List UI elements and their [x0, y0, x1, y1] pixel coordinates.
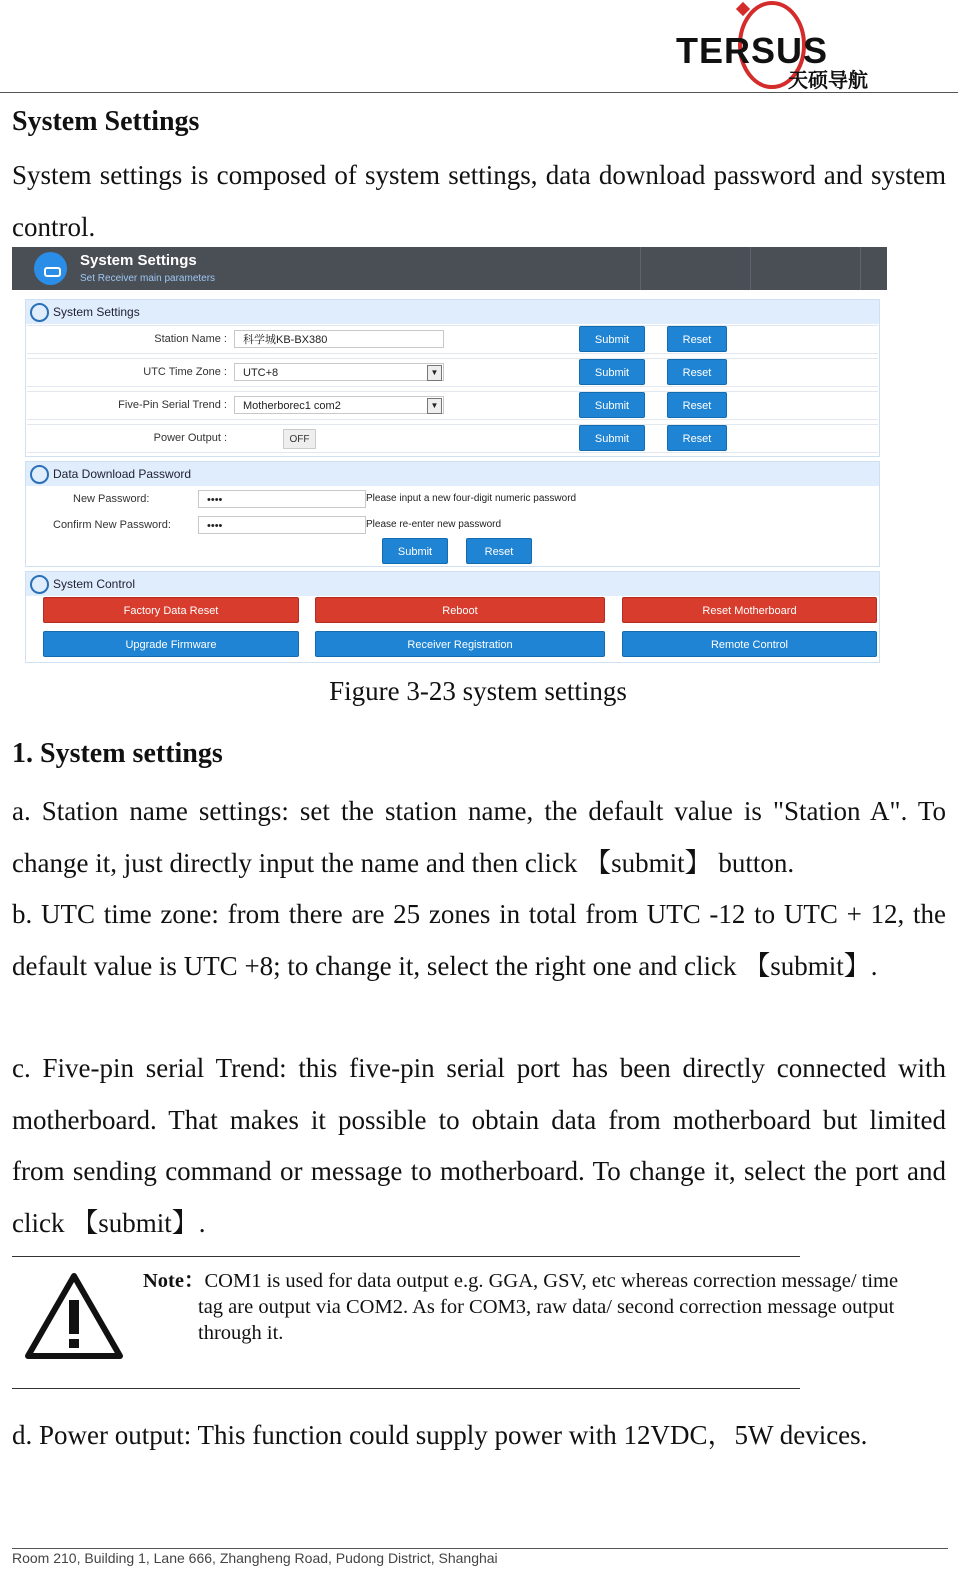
station-name-row	[27, 325, 878, 354]
system-control-panel	[25, 571, 880, 663]
new-password-label: New Password:	[73, 493, 150, 505]
factory-data-reset-button[interactable]: Factory Data Reset	[43, 597, 299, 623]
receiver-registration-button[interactable]: Receiver Registration	[315, 631, 605, 657]
reboot-button[interactable]: Reboot	[315, 597, 605, 623]
item-d-paragraph	[12, 1410, 946, 1462]
note-line-3: through it.	[198, 1322, 284, 1344]
password-reset-button[interactable]: Reset	[466, 538, 532, 564]
station-name-reset-button[interactable]: Reset	[667, 326, 727, 352]
note-line-2: tag are output via COM2. As for COM3, raw data/ second correction message output	[198, 1296, 895, 1318]
system-settings-screenshot	[12, 247, 887, 667]
note-line-1: COM1 is used for data output e.g. GGA, GSV, etc whereas correction message/ time	[204, 1270, 899, 1292]
password-submit-button[interactable]: Submit	[382, 538, 448, 564]
dropdown-arrow-icon[interactable]: ▼	[427, 365, 442, 381]
station-name-input[interactable]: 科学城KB-BX380	[234, 330, 444, 348]
power-output-label: Power Output :	[153, 432, 227, 444]
utc-time-zone-label: UTC Time Zone :	[143, 366, 227, 378]
power-output-reset-button[interactable]: Reset	[667, 425, 727, 451]
station-name-label: Station Name :	[154, 333, 227, 345]
note-divider-top	[12, 1256, 800, 1257]
panel-header	[26, 462, 879, 486]
item-a-paragraph	[12, 786, 946, 889]
lock-icon	[30, 465, 49, 484]
power-output-submit-button[interactable]: Submit	[579, 425, 645, 451]
settings-app-icon	[34, 252, 67, 285]
intro-paragraph	[12, 150, 946, 253]
reset-motherboard-button[interactable]: Reset Motherboard	[622, 597, 877, 623]
five-pin-serial-reset-button[interactable]: Reset	[667, 392, 727, 418]
panel-heading: System Settings	[53, 305, 140, 319]
logo-text: TERSUS	[676, 30, 829, 71]
utc-time-zone-reset-button[interactable]: Reset	[667, 359, 727, 385]
five-pin-serial-submit-button[interactable]: Submit	[579, 392, 645, 418]
item-c-text: c. Five-pin serial Trend: this five-pin serial port has been directly connected with motherboard. That makes it possible to obtain data from motherboard but limited from sending command or message to motherboard. To change it, select the port and click 【submit】.	[12, 1053, 946, 1238]
new-password-hint: Please input a new four-digit numeric password	[366, 493, 577, 504]
data-download-password-panel	[25, 461, 880, 567]
panel-heading: System Control	[53, 577, 136, 591]
utc-time-zone-row	[27, 358, 878, 387]
five-pin-serial-row	[27, 391, 878, 420]
note-block	[143, 1268, 943, 1346]
station-name-submit-button[interactable]: Submit	[579, 326, 645, 352]
utc-time-zone-select[interactable]	[234, 363, 444, 381]
item-a-text: a. Station name settings: set the station name, the default value is "Station A". To change it, just directly input the name and then click 【submit】 button.	[12, 796, 946, 878]
confirm-password-label: Confirm New Password:	[53, 519, 171, 531]
utc-time-zone-value: UTC+8	[243, 367, 279, 379]
note-label: Note：	[143, 1270, 205, 1292]
five-pin-serial-select[interactable]	[234, 396, 444, 414]
warning-icon	[24, 1272, 124, 1360]
logo-chinese-text: 天硕导航	[788, 70, 868, 92]
subsection-title: 1. System settings	[12, 738, 223, 769]
item-b-paragraph	[12, 889, 946, 992]
wrench-icon	[30, 303, 49, 322]
item-b-text: b. UTC time zone: from there are 25 zones in total from UTC -12 to UTC + 12, the default value is UTC +8; to change it, select the right one and click 【submit】.	[12, 899, 946, 981]
confirm-password-input[interactable]: ••••	[198, 516, 366, 534]
tersus-logo	[672, 0, 872, 92]
system-settings-panel	[25, 299, 880, 457]
five-pin-serial-label: Five-Pin Serial Trend :	[118, 399, 227, 411]
footer-address: Room 210, Building 1, Lane 666, Zhangheng Road, Pudong District, Shanghai	[12, 1550, 498, 1566]
confirm-password-hint: Please re-enter new password	[366, 519, 502, 530]
footer-divider	[12, 1548, 948, 1549]
figure-caption: Figure 3-23 system settings	[329, 676, 627, 706]
remote-control-button[interactable]: Remote Control	[622, 631, 877, 657]
dropdown-arrow-icon[interactable]: ▼	[427, 398, 442, 414]
section-title: System Settings	[12, 106, 200, 137]
utc-time-zone-submit-button[interactable]: Submit	[579, 359, 645, 385]
five-pin-serial-value: Motherborec1 com2	[243, 400, 341, 412]
new-password-input[interactable]: ••••	[198, 490, 366, 508]
screenshot-title: System Settings	[80, 252, 197, 269]
screenshot-title-bar	[12, 247, 887, 290]
panel-header	[26, 300, 879, 324]
panel-header	[26, 572, 879, 596]
item-d-text: d. Power output: This function could supply power with 12VDC，5W devices.	[12, 1420, 868, 1450]
panel-heading: Data Download Password	[53, 467, 192, 481]
power-output-toggle[interactable]: OFF	[283, 429, 316, 449]
item-c-paragraph	[12, 1043, 946, 1249]
screenshot-subtitle: Set Receiver main parameters	[80, 273, 216, 284]
gear-icon	[30, 575, 49, 594]
power-output-row	[27, 424, 878, 453]
note-divider-bottom	[12, 1388, 800, 1389]
upgrade-firmware-button[interactable]: Upgrade Firmware	[43, 631, 299, 657]
header-divider	[0, 92, 958, 93]
intro-text: System settings is composed of system settings, data download password and system control.	[12, 160, 946, 242]
